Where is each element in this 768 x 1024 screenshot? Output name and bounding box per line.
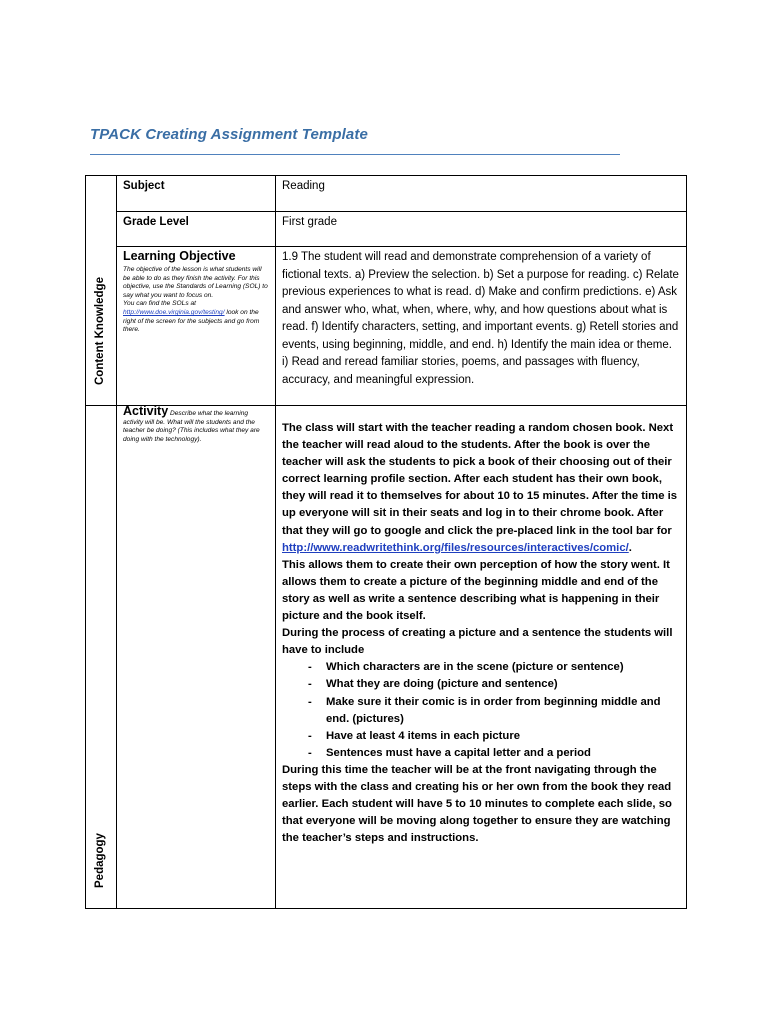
activity-row	[86, 406, 687, 909]
page-title: TPACK Creating Assignment Template	[90, 126, 368, 143]
activity-note: Describe what the learning activity will be. What will the students and the teacher be doing? (This includes what they are doing with the technology).	[123, 410, 260, 443]
pedagogy-cell	[86, 406, 117, 909]
list-item	[282, 745, 680, 762]
list-item	[282, 694, 680, 728]
title-divider	[90, 154, 620, 155]
content-knowledge-cell	[86, 176, 117, 406]
grade-row	[86, 212, 687, 247]
activity-para-4: During this time the teacher will be at the front navigating through the steps with the class and creating his or her own from the book they read earlier. Each student will have 5 to 10 minutes to complete each slide, so that everyone will be moving along together to ensure they are watching the teacher’s steps and instructions.	[282, 763, 672, 845]
list-item-text: Have at least 4 items in each picture	[326, 729, 521, 742]
list-item	[282, 676, 680, 693]
subject-label: Subject	[123, 180, 165, 192]
grade-label: Grade Level	[123, 216, 189, 228]
objective-note-text: The objective of the lesson is what students will be able to do as they finish the activity. For this objective, use the Standards of Learning (SOL) to say what you want to focus on.	[123, 266, 268, 299]
activity-para-1: The class will start with the teacher reading a random chosen book. Next the teacher will read aloud to the students. After the book is over the teacher will ask the students to pick a book of their choosing out of their correct learning profile section. After each student has their own book, they will read it to themselves for about 10 to 15 minutes. After the time is up everyone will sit in their seats and log in to their chrome book. After that they will go to google and click the pre-placed link in the tool bar for	[282, 422, 678, 537]
activity-description	[276, 406, 686, 847]
list-item-text: Sentences must have a capital letter and a period	[326, 746, 591, 759]
list-item-text: What they are doing (picture and sentence)	[326, 678, 558, 691]
objective-label: Learning Objective	[123, 249, 236, 263]
bullet-dash: -	[308, 695, 312, 708]
subject-row	[86, 176, 687, 212]
activity-label: Activity	[123, 404, 169, 418]
objective-note-after: look on the right of the screen for the subjects and go from there.	[123, 308, 260, 334]
bullet-dash: -	[308, 661, 312, 674]
objective-note	[117, 264, 275, 335]
list-item	[282, 728, 680, 745]
activity-para-3: During the process of creating a picture and a sentence the students will have to include	[282, 627, 673, 657]
list-item-text: Make sure it their comic is in order from beginning middle and end. (pictures)	[326, 695, 661, 725]
comic-creator-link[interactable]: http://www.readwritethink.org/files/resources/interactives/comic/	[282, 541, 629, 554]
pedagogy-label: Pedagogy	[94, 833, 106, 888]
requirements-list	[282, 659, 680, 762]
link-period: .	[628, 541, 632, 554]
list-item-text: Which characters are in the scene (picture or sentence)	[326, 661, 624, 674]
tpack-table	[85, 175, 687, 909]
sol-link[interactable]: http://www.doe.virginia.gov/testing/	[123, 308, 225, 316]
content-knowledge-label: Content Knowledge	[94, 277, 106, 385]
activity-para-2: This allows them to create their own perception of how the story went. It allows them to create a picture of the beginning middle and end of the story as well as write a sentence describing what is happening in their picture and the book itself.	[282, 558, 670, 623]
objective-value: 1.9 The student will read and demonstrate comprehension of a variety of fictional texts. a) Preview the selection. b) Set a purpose for reading. c) Relate previous experiences to what is read. d) Make and confirm predictions. e) Ask and answer who, what, when, where, why, and how questions about what is read. f) Identify characters, setting, and important events. g) Retell stories and events, using beginning, middle, and end. h) Identify the main idea or theme. i) Read and reread familiar stories, poems, and passages with fluency, accuracy, and meaningful expression.	[282, 251, 679, 386]
bullet-dash: -	[308, 729, 312, 742]
activity-paragraph	[282, 420, 680, 557]
list-item	[282, 659, 680, 676]
objective-note-sol: You can find the SOLs at	[123, 300, 196, 308]
grade-value: First grade	[282, 216, 337, 228]
activity-heading	[117, 406, 275, 444]
subject-value: Reading	[282, 180, 325, 192]
bullet-dash: -	[308, 678, 312, 691]
objective-row	[86, 247, 687, 406]
bullet-dash: -	[308, 746, 312, 759]
